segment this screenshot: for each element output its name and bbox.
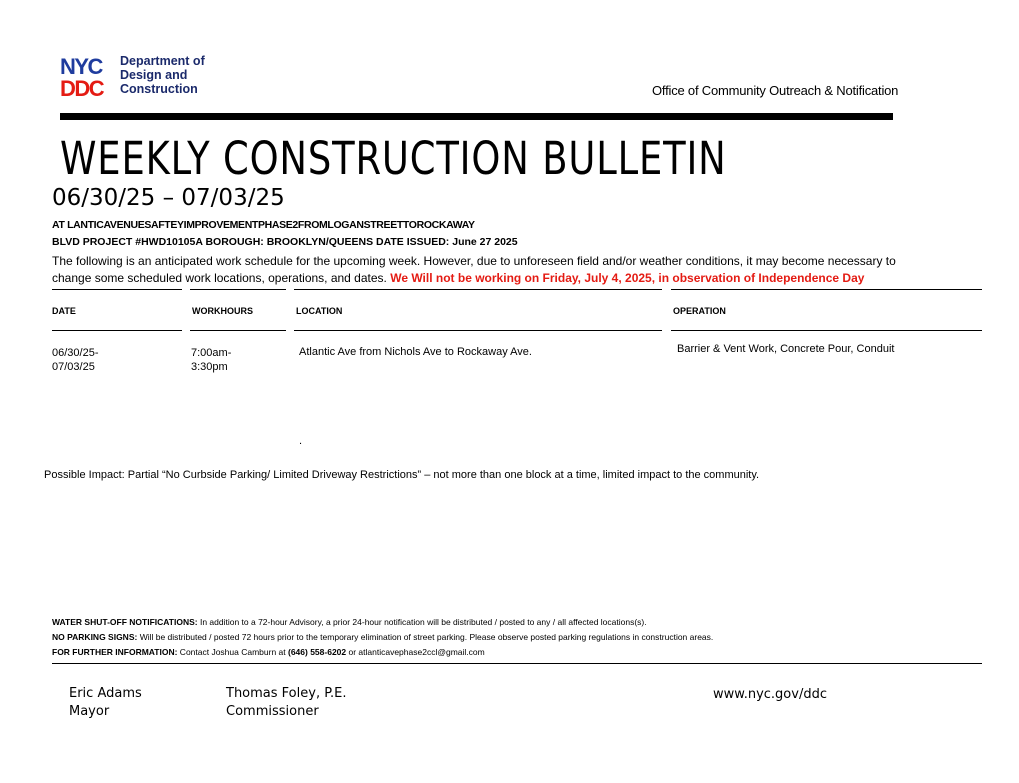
row-hours-start: 7:00am- [191, 347, 232, 359]
footer-divider [52, 663, 982, 664]
row-date-end: 07/03/25 [52, 361, 95, 373]
holiday-notice: We Will not be working on Friday, July 4, 2025, in observation of Independence Day [390, 271, 865, 285]
table-header-rule [52, 330, 182, 331]
info-email: or atlanticavephase2ccl@gmail.com [346, 647, 485, 657]
table-top-rule [52, 289, 182, 290]
commissioner-signature [226, 685, 347, 721]
row-operation: Barrier & Vent Work, Concrete Pour, Conduit [677, 343, 895, 355]
project-line-2: BLVD PROJECT #HWD10105A BOROUGH: BROOKLYN/QUEENS DATE ISSUED: June 27 2025 [52, 236, 518, 248]
header-workhours: WORKHOURS [192, 306, 253, 316]
mayor-title: Mayor [69, 704, 110, 719]
header-operation: OPERATION [673, 306, 726, 316]
logo-ddc-text: DDC [60, 76, 104, 98]
table-top-rule [671, 289, 982, 290]
row-date-start: 06/30/25- [52, 347, 99, 359]
water-label: WATER SHUT-OFF NOTIFICATIONS: [52, 617, 198, 627]
agency-line-2: Design and [120, 68, 188, 82]
info-label: FOR FURTHER INFORMATION: [52, 647, 178, 657]
row-hours [191, 346, 231, 374]
mayor-signature [69, 685, 142, 721]
info-text: Contact Joshua Camburn at [177, 647, 288, 657]
no-parking-note [52, 632, 713, 642]
header-divider [60, 113, 893, 120]
row-date [52, 346, 98, 374]
logo-nyc-text: NYC [60, 54, 102, 79]
header-location: LOCATION [296, 306, 343, 316]
table-header-rule [294, 330, 662, 331]
mayor-name: Eric Adams [69, 686, 142, 701]
agency-name [120, 54, 205, 96]
info-phone: (646) 558-6202 [288, 647, 347, 657]
project-line-1: AT LANTICAVENUESAFTEYIMPROVEMENTPHASE2FROMLOGANSTREETTOROCKAWAY [52, 219, 475, 231]
date-range: 06/30/25 – 07/03/25 [52, 185, 285, 211]
row-hours-end: 3:30pm [191, 361, 228, 373]
table-top-rule [294, 289, 662, 290]
intro-paragraph [52, 253, 932, 287]
intro-text: The following is an anticipated work schedule for the upcoming week. However, due to unforeseen field and/or weather conditions, it may become necessary to change some scheduled work locations, operations, and dates. [52, 254, 896, 285]
nyc-ddc-logo [60, 54, 115, 98]
table-header-rule [671, 330, 982, 331]
office-name: Office of Community Outreach & Notification [652, 83, 899, 98]
website-link[interactable]: www.nyc.gov/ddc [713, 687, 827, 702]
commissioner-title: Commissioner [226, 704, 319, 719]
bulletin-title: WEEKLY CONSTRUCTION BULLETIN [60, 132, 727, 185]
agency-line-3: Construction [120, 82, 198, 96]
commissioner-name: Thomas Foley, P.E. [226, 686, 347, 701]
parking-text: Will be distributed / posted 72 hours prior to the temporary elimination of street parking. Please observe posted parking regulations in construction areas. [137, 632, 714, 642]
table-header-rule [190, 330, 286, 331]
header-date: DATE [52, 306, 76, 316]
stray-mark: . [299, 435, 303, 447]
possible-impact: Possible Impact: Partial “No Curbside Parking/ Limited Driveway Restrictions” – not more than one block at a time, limited impact to the community. [44, 469, 760, 481]
water-shutoff-note [52, 617, 647, 627]
agency-line-1: Department of [120, 54, 205, 68]
parking-label: NO PARKING SIGNS: [52, 632, 138, 642]
row-location: Atlantic Ave from Nichols Ave to Rockaway Ave. [299, 346, 532, 358]
table-top-rule [190, 289, 286, 290]
water-text: In addition to a 72-hour Advisory, a prior 24-hour notification will be distributed / posted to any / all affected locations(s). [197, 617, 647, 627]
further-info-note [52, 647, 485, 657]
